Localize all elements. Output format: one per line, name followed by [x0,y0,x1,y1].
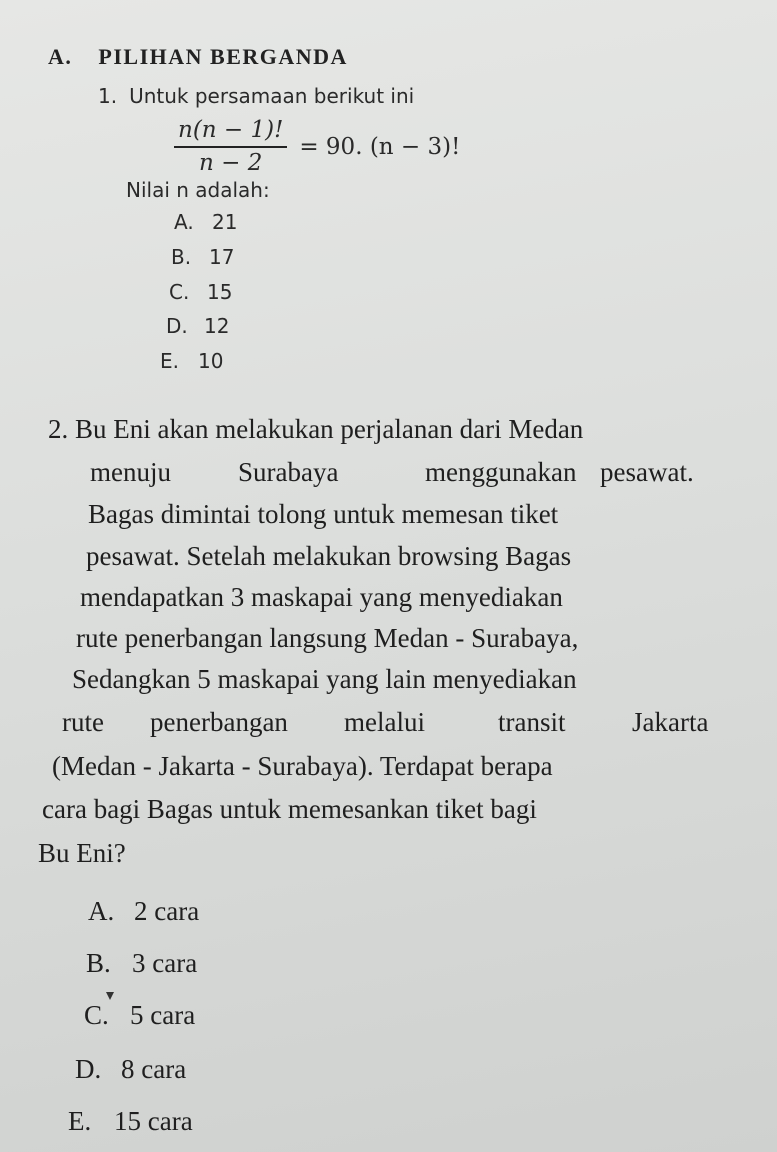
question-1-number: 1. [98,84,118,108]
formula-right-side: = 90. (n − 3)! [299,133,461,160]
question-2-line-2-word-4: pesawat. [600,457,694,487]
section-heading [48,44,348,70]
option-letter: B. [171,245,192,269]
section-number: A. [48,44,73,69]
question-2-line-2-word-2: Surabaya [238,457,339,487]
question-2-line-2-word-3: menggunakan [425,457,577,487]
question-2-line-7: Sedangkan 5 maskapai yang lain menyediakan [72,664,577,694]
option-text: 5 cara [130,1000,196,1030]
formula-numerator: n(n − 1)! [178,117,284,143]
q2-option-a[interactable] [88,896,199,927]
question-2-line-8-word-2: penerbangan [150,707,288,737]
question-1-text: Untuk persamaan berikut ini [129,84,415,108]
formula-denominator: n − 2 [199,150,263,176]
option-text: 8 cara [121,1054,187,1084]
question-1-stem [98,84,414,108]
section-title-text: PILIHAN BERGANDA [98,44,348,69]
question-2-line-3: Bagas dimintai tolong untuk memesan tiket [88,499,559,529]
option-letter: D. [166,314,188,338]
q2-option-d[interactable] [75,1054,186,1085]
question-2-line-8-word-3: melalui [344,707,425,737]
option-letter: E. [68,1106,92,1136]
option-text: 3 cara [132,948,198,978]
question-2-line-9: (Medan - Jakarta - Surabaya). Terdapat berapa [52,751,553,781]
question-2-line-1: 2. Bu Eni akan melakukan perjalanan dari Medan [48,414,584,444]
option-letter: D. [75,1054,102,1084]
question-2-line-8-word-4: transit [498,707,566,737]
q1-option-a[interactable] [174,210,237,234]
option-letter: B. [86,948,111,978]
q1-option-d[interactable] [166,314,229,338]
q2-option-e[interactable] [68,1106,193,1137]
question-2-line-10: cara bagi Bagas untuk memesankan tiket bagi [42,794,537,824]
option-letter: E. [160,349,179,373]
question-2-line-4: pesawat. Setelah melakukan browsing Bagas [86,541,572,571]
option-text: 15 [207,280,233,304]
option-text: 17 [209,245,235,269]
q1-option-c[interactable] [169,280,232,304]
question-2-line-5: mendapatkan 3 maskapai yang menyediakan [80,582,563,612]
option-letter: A. [88,896,115,926]
option-letter: C. [169,280,190,304]
question-2-line-8-word-5: Jakarta [632,707,709,737]
question-1-prompt: Nilai n adalah: [126,178,270,202]
question-2-line-8-word-1: rute [62,707,104,737]
option-text: 10 [198,349,224,373]
option-letter: C. [84,1000,109,1030]
q1-option-b[interactable] [171,245,234,269]
q2-option-b[interactable] [86,948,197,979]
option-letter: A. [174,210,194,234]
question-2-line-2-word-1: menuju [90,457,171,487]
option-text: 12 [204,314,230,338]
question-2-line-6: rute penerbangan langsung Medan - Surabaya, [76,623,579,653]
option-text: 15 cara [114,1106,193,1136]
formula-fraction [174,117,287,176]
question-2-line-11: Bu Eni? [38,838,126,868]
question-1-formula [174,117,460,176]
q2-option-c[interactable] [84,1000,195,1031]
q1-option-e[interactable] [160,349,223,373]
option-text: 21 [212,210,238,234]
pencil-mark-icon [106,992,114,1000]
option-text: 2 cara [134,896,200,926]
